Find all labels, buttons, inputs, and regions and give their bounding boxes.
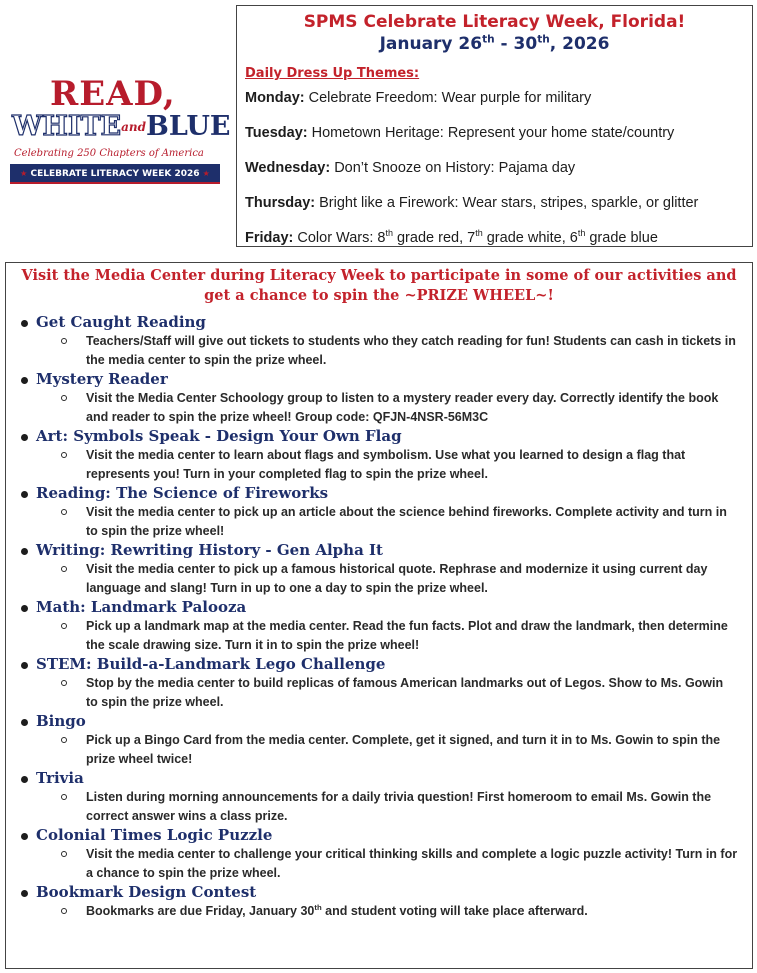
list-item [14,369,744,426]
theme-day: Monday: [245,90,305,106]
logo-white-text: WHITE [12,111,122,142]
bullet-icon [21,833,28,840]
theme-text: Bright like a Firework: Wear stars, stripes, sparkle, or glitter [319,195,699,211]
theme-text-part: Color Wars: 8 [297,230,386,246]
activity-description [86,845,744,882]
activity-description-text: Visit the Media Center Schoology group to listen to a mystery reader every day. Correctly identify the book and reader to spin the prize wheel! Group code: QFJN-4NSR-56M3C [86,391,719,424]
theme-text-part: grade blue [585,230,658,246]
activity-description [86,446,744,483]
date-end: - 30 [494,34,538,54]
logo-white-blue [12,112,231,142]
circle-bullet-icon [61,908,67,914]
activity-title: Get Caught Reading [36,313,206,331]
date-start-suffix: th [482,33,495,46]
ordinal-suffix: th [314,902,322,912]
activities-intro-line: Visit the Media Center during Literacy Week to participate in some of our activities and [21,267,737,284]
activity-title: Art: Symbols Speak - Design Your Own Flag [36,427,402,445]
bullet-icon [21,377,28,384]
activity-title: STEM: Build-a-Landmark Lego Challenge [36,655,386,673]
bullet-icon [21,890,28,897]
theme-text-part: grade white, 6 [482,230,578,246]
activity-description-text: and student voting will take place afterward. [321,904,588,918]
activity-title: Writing: Rewriting History - Gen Alpha It [36,541,383,559]
theme-day: Thursday: [245,195,316,211]
activity-title: Mystery Reader [36,370,168,388]
circle-bullet-icon [61,395,67,401]
page-title: SPMS Celebrate Literacy Week, Florida! [303,12,686,32]
theme-text: Celebrate Freedom: Wear purple for military [308,90,592,106]
activity-description-text: Pick up a Bingo Card from the media center. Complete, get it signed, and turn it in to Ms. Gowin to spin the prize wheel twice! [86,733,721,766]
activity-description [86,332,744,369]
list-item [14,540,744,597]
ordinal-suffix: th [577,228,586,239]
logo-tagline: Celebrating 250 Chapters of America [14,148,204,159]
activities-list [14,312,744,921]
circle-bullet-icon [61,338,67,344]
logo-read-text: READ, [50,74,176,114]
bullet-icon [21,605,28,612]
logo-banner [10,164,220,184]
circle-bullet-icon [61,794,67,800]
bullet-icon [21,662,28,669]
circle-bullet-icon [61,452,67,458]
logo-blue-text: BLUE [146,111,231,142]
activity-description-text: Visit the media center to pick up an article about the science behind fireworks. Complete activity and turn in to spin the prize wheel! [86,505,727,538]
activity-description-text: Teachers/Staff will give out tickets to students who they catch reading for fun! Students can cash in tickets in the media center to spin the prize wheel. [86,334,736,367]
theme-wednesday [245,159,744,177]
date-year: , 2026 [549,34,610,54]
theme-monday [245,89,744,107]
bullet-icon [21,320,28,327]
themes-label: Daily Dress Up Themes: [245,66,420,81]
list-item [14,426,744,483]
activity-title: Reading: The Science of Fireworks [36,484,329,502]
activity-description-text: Visit the media center to challenge your critical thinking skills and complete a logic puzzle activity! Turn in for a chance to spin the prize wheel. [86,847,738,880]
theme-tuesday [245,124,744,142]
circle-bullet-icon [61,623,67,629]
list-item [14,711,744,768]
theme-text: Don’t Snooze on History: Pajama day [334,160,576,176]
activity-description [86,503,744,540]
activity-description-text: Stop by the media center to build replicas of famous American landmarks out of Legos. Show to Ms. Gowin to spin the prize wheel. [86,676,724,709]
circle-bullet-icon [61,566,67,572]
event-dates [245,33,744,55]
theme-text: Hometown Heritage: Represent your home state/country [311,125,675,141]
ordinal-suffix: th [475,228,483,239]
date-start: January 26 [379,34,483,54]
theme-day: Friday: [245,230,294,246]
activity-description-text: Listen during morning announcements for a daily trivia question! First homeroom to email Ms. Gowin the correct answer wins a class prize. [86,790,712,823]
activity-description [86,731,744,768]
activity-title: Bingo [36,712,86,730]
activities-box [5,262,753,969]
star-icon: ★ [20,169,28,178]
bullet-icon [21,776,28,783]
list-item [14,483,744,540]
bullet-icon [21,434,28,441]
logo-banner-text: CELEBRATE LITERACY WEEK 2026 [30,169,200,179]
circle-bullet-icon [61,509,67,515]
activity-title: Bookmark Design Contest [36,883,257,901]
activity-description-text: Visit the media center to learn about flags and symbolism. Use what you learned to design a flag that represents you! Turn in your completed flag to spin the prize wheel. [86,448,686,481]
activity-description-text: Visit the media center to pick up a famous historical quote. Rephrase and modernize it using current day language and slang! Turn in up to one a day to spin the prize wheel. [86,562,708,595]
circle-bullet-icon [61,680,67,686]
date-end-suffix: th [537,33,550,46]
list-item [14,825,744,882]
bullet-icon [21,548,28,555]
activity-title: Trivia [36,769,84,787]
list-item [14,768,744,825]
activity-description-text: Pick up a landmark map at the media center. Read the fun facts. Plot and draw the landmark, then determine the scale drawing size. Turn it in to spin the prize wheel! [86,619,728,652]
activity-title: Math: Landmark Palooza [36,598,247,616]
star-icon: ★ [202,169,210,178]
logo-and-text: and [121,120,147,134]
list-item [14,654,744,711]
activities-intro [14,266,744,306]
activity-description [86,674,744,711]
theme-day: Tuesday: [245,125,308,141]
theme-text-part: grade red, 7 [392,230,476,246]
activity-description [86,389,744,426]
list-item [14,597,744,654]
theme-friday [245,229,744,247]
activities-intro-line: get a chance to spin the ~PRIZE WHEEL~! [204,287,554,304]
bullet-icon [21,719,28,726]
theme-thursday [245,194,744,212]
list-item [14,882,744,921]
bullet-icon [21,491,28,498]
activity-description [86,788,744,825]
activity-title: Colonial Times Logic Puzzle [36,826,273,844]
activity-description [86,560,744,597]
theme-text [297,230,658,246]
activity-description [86,902,744,921]
activity-description [86,617,744,654]
circle-bullet-icon [61,851,67,857]
literacy-week-logo [10,74,231,188]
theme-day: Wednesday: [245,160,331,176]
list-item [14,312,744,369]
ordinal-suffix: th [385,228,393,239]
circle-bullet-icon [61,737,67,743]
header-box [236,5,753,247]
activity-description-text: Bookmarks are due Friday, January 30 [86,904,315,918]
